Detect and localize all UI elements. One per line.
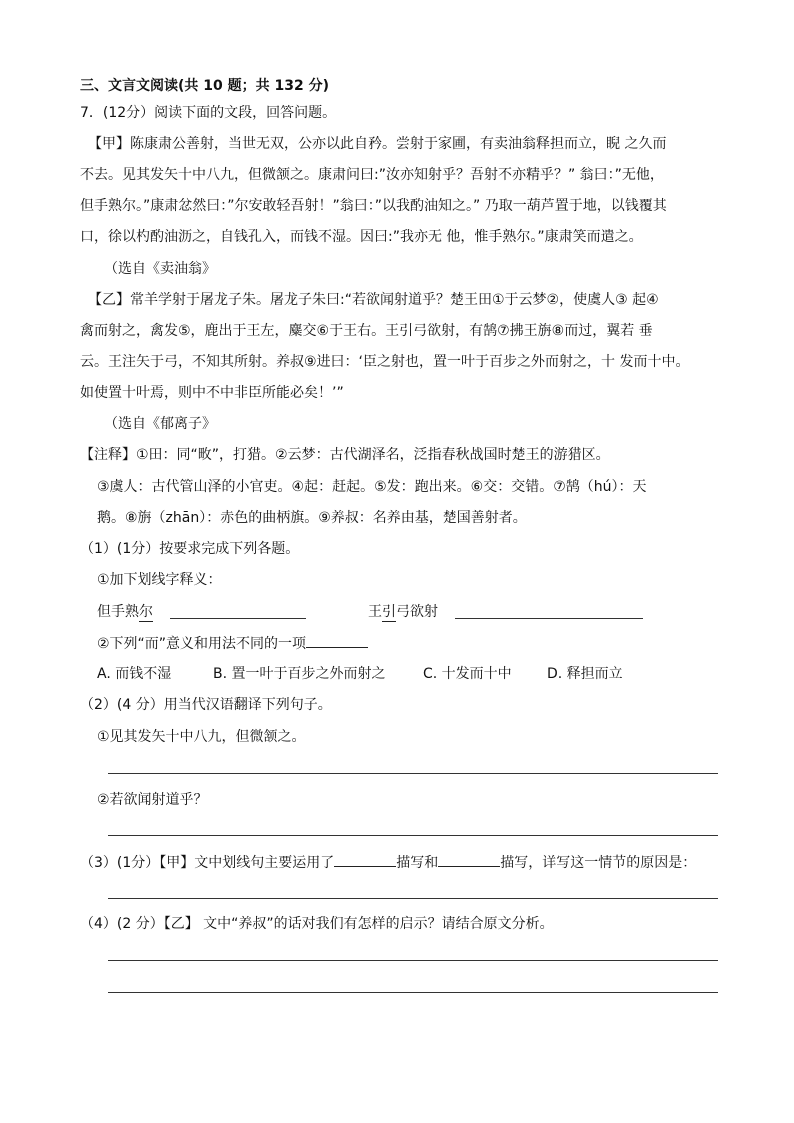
notes-line-2: ③虞人：古代管山泽的小官吏。④起：赶起。⑤发：跑出来。⑥交：交错。⑦鹄（hú）：天 [97, 479, 647, 495]
sub3-blank-1[interactable] [334, 852, 396, 867]
sub1-part2-label: ②下列“而”意义和用法不同的一项 [97, 636, 307, 652]
passage-jia-line-2: 不去。见其发矢十中八九，但微颔之。康肃问曰:”汝亦知射乎？吾射不亦精乎？” 翁曰：”无他， [80, 167, 664, 183]
sub1-item-b [368, 602, 438, 622]
sub1-item-b-underlined: 引 [382, 604, 396, 620]
sub3-blank-2[interactable] [438, 852, 500, 867]
option-b[interactable]: B. 置一叶于百步之外而射之 [213, 666, 386, 682]
sub1-part1-label: ①加下划线字释义： [97, 572, 222, 588]
sub2-sentence-2: ②若欲闻射道乎？ [97, 792, 208, 808]
passage-yi-source: （选自《郁离子》 [104, 416, 216, 432]
sub3-answer-line[interactable] [108, 898, 718, 899]
sub1-item-a [97, 602, 153, 622]
sub3-prefix: （3）(1分）【甲】文中划线句主要运用了 [80, 855, 335, 871]
option-c[interactable]: C. 十发而十中 [423, 666, 512, 682]
passage-jia-source: （选自《卖油翁》 [104, 261, 216, 277]
sub1-header: （1）(1分）按要求完成下列各题。 [80, 541, 300, 557]
passage-yi-line-3: 云。王注矢于弓，不知其所射。养叔⑨进曰：‘臣之射也，置一叶于百步之外而射之，十 发而十中。 [80, 354, 690, 370]
sub3-mid: 描写和 [396, 855, 439, 871]
sub1-part2 [97, 633, 368, 654]
passage-yi-line-1: 【乙】常羊学射于屠龙子朱。屠龙子朱曰:“若欲闻射道乎？楚王田①于云梦②，使虞人③ 起④ [88, 292, 659, 308]
option-a[interactable]: A. 而钱不湿 [97, 666, 172, 682]
notes-line-1: 【注释】①田：同“畋”，打猎。②云梦：古代湖泽名，泛指春秋战国时楚王的游猎区。 [80, 447, 610, 463]
sub1-part2-blank[interactable] [306, 633, 368, 648]
notes-line-3: 鹅。⑧旃（zhān）：赤色的曲柄旗。⑨养叔：名养由基，楚国善射者。 [97, 510, 527, 526]
sub2-sentence-1: ①见其发矢十中八九，但微颔之。 [97, 729, 306, 745]
sub1-item-a-underlined: 尔 [139, 604, 153, 620]
question-stem: 7．(12分）阅读下面的文段，回答问题。 [80, 105, 337, 121]
sub4-answer-line-1[interactable] [108, 960, 718, 961]
sub1-item-b-blank[interactable] [455, 618, 643, 619]
sub2-answer-line-1[interactable] [108, 773, 718, 774]
passage-yi-line-2: 禽而射之，禽发⑤，鹿出于王左，麋交⑥于王右。王引弓欲射，有鹄⑦拂王旃⑧而过，翼若 垂 [80, 323, 653, 339]
passage-jia-line-3: 但手熟尔。”康肃忿然曰：”尔安敢轻吾射！”翁曰：”以我酌油知之。” 乃取一葫芦置于地，以钱覆其 [80, 198, 667, 214]
sub2-header: （2）(4 分）用当代汉语翻译下列句子。 [80, 697, 332, 713]
option-d[interactable]: D. 释担而立 [547, 666, 623, 682]
sub1-item-a-prefix: 但手熟 [97, 604, 139, 620]
sub1-item-a-blank[interactable] [170, 618, 306, 619]
section-title: 三、文言文阅读(共 10 题；共 132 分) [80, 78, 329, 94]
sub1-item-b-suffix: 弓欲射 [396, 604, 438, 620]
sub3-question [80, 852, 696, 873]
passage-jia-line-4: 口，徐以杓酌油沥之，自钱孔入，而钱不湿。因曰:”我亦无 他，惟手熟尔。”康肃笑而遣之。 [80, 229, 643, 245]
sub1-options [97, 664, 623, 684]
sub4-answer-line-2[interactable] [108, 992, 718, 993]
sub1-item-b-prefix: 王 [368, 604, 382, 620]
sub4-question: （4）(2 分）【乙】 文中“养叔”的话对我们有怎样的启示？请结合原文分析。 [80, 916, 554, 932]
passage-yi-line-4: 如使置十叶焉，则中不中非臣所能必矣！’” [80, 385, 344, 401]
sub3-suffix: 描写，详写这一情节的原因是： [500, 855, 697, 871]
passage-jia-line-1: 【甲】陈康肃公善射，当世无双，公亦以此自矜。尝射于家圃，有卖油翁释担而立，睨 之久而 [88, 136, 667, 152]
sub2-answer-line-2[interactable] [108, 835, 718, 836]
